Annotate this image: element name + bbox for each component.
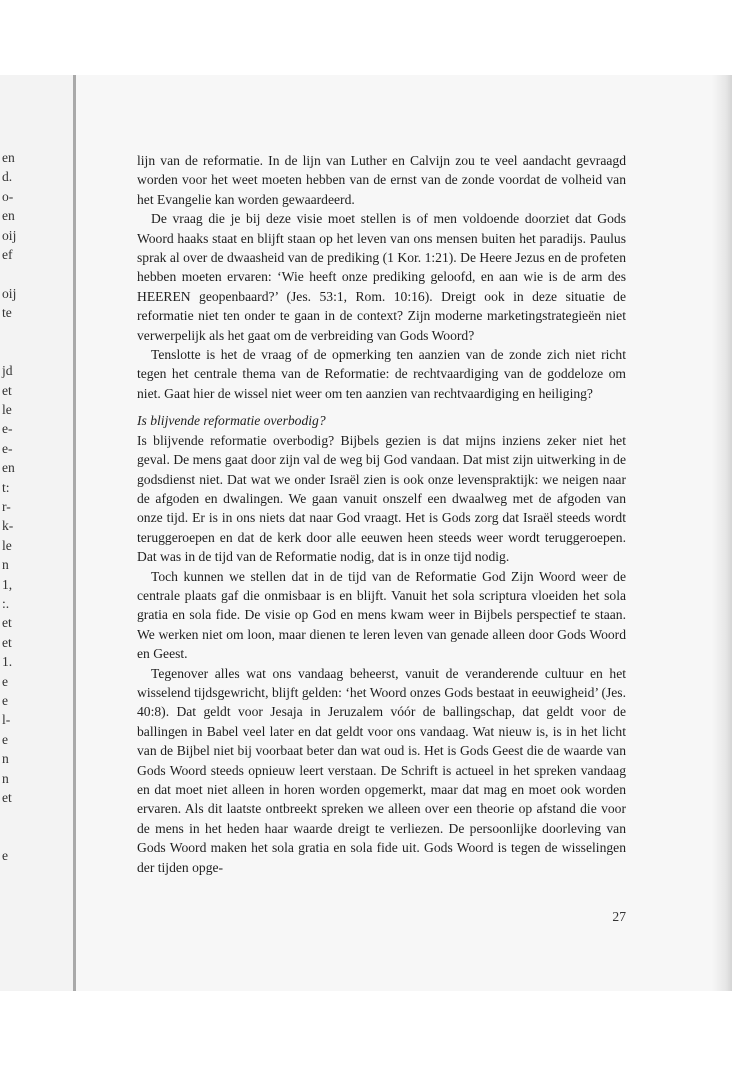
previous-page-fragment: e- [2, 421, 13, 437]
previous-page-fragment: :. [2, 595, 10, 611]
paragraph: lijn van de reformatie. In de lijn van Luther en Calvijn zou te veel aandacht gevraagd worden voor het weet moeten hebben van de ernst van de zonde voordat de volheid van het Evangelie kan worden gewaardeerd. [137, 153, 626, 207]
previous-page-fragment: n [2, 770, 9, 786]
previous-page-fragment [2, 342, 32, 361]
page-number: 27 [612, 909, 626, 924]
page-body [137, 151, 626, 877]
previous-page-fragment: oij [2, 285, 17, 301]
previous-page-fragment: jd [2, 363, 13, 379]
previous-page-fragment: et [2, 615, 12, 631]
previous-page-fragment: n [2, 557, 9, 573]
previous-page-fragment: le [2, 537, 12, 553]
paragraph: Tegenover alles wat ons vandaag beheerst, vanuit de veranderende cultuur en het wisselend tijdsgewricht, blijft gelden: ‘het Woord onzes Gods bestaat in eeuwigheid’ (Jes. 40:8). Dat geldt voor Jesaja in Jeruzalem vóór de ballingschap, dat geldt voor de ballingen in Babel veel later en dat geldt voor ons vandaag. Wat nieuw is, is in het licht van de Bijbel niet bij voorbaat beter dan wat oud is. Het is Gods Geest die de waarde van Gods Woord steeds opnieuw leert verstaan. De Schrift is actueel in het spreken vandaag en dat moet niet alleen in horen worden opgemerkt, maar dat mag en moet ook worden ervaren. Als dit laatste ontbreekt spreken we alleen over een theorie op afstand die voor de mens in het heden haar waarde dreigt te verliezen. De persoonlijke doorleving van Gods Woord maken het sola gratia en sola fide uit. Gods Woord is tegen de wisselingen der tijden opge- [137, 665, 626, 875]
previous-page-fragment: e [2, 848, 9, 864]
page-curl-shadow [712, 75, 732, 991]
previous-page-fragment: n [2, 751, 9, 767]
previous-page-fragment [2, 264, 32, 283]
previous-page-fragment: 1. [2, 654, 13, 670]
previous-page-fragment: l- [2, 712, 11, 728]
previous-page-fragment: en [2, 208, 15, 224]
previous-page-fragment: ef [2, 246, 13, 262]
paragraph: Toch kunnen we stellen dat in de tijd van de Reformatie God Zijn Woord weer de centrale plaats gaf die onmisbaar is en blijft. Vanuit het sola scriptura vloeiden het sola gratia en sola fide. De visie op God en mens kwam weer in Bijbels perspectief te staan. We werken niet om loon, maar dienen te leren leven van genade alleen door Gods Woord en Geest. [137, 568, 626, 662]
previous-page-fragment: t: [2, 479, 10, 495]
previous-page-fragment: e [2, 692, 9, 708]
previous-page-fragment: en [2, 460, 15, 476]
section-heading: Is blijvende reformatie overbodig? [137, 413, 326, 429]
previous-page-fragment: e [2, 673, 9, 689]
previous-page-fragment: e [2, 731, 9, 747]
previous-page-fragment: oij [2, 227, 17, 243]
paragraph: De vraag die je bij deze visie moet stellen is of men voldoende doorziet dat Gods Woord haaks staat en blijft staan op het leven van ons mensen buiten het paradijs. Paulus sprak al over de dwaasheid van de prediking (1 Kor. 1:21). De Heere Jezus en de profeten hebben moeten ervaren: ‘Wie heeft onze prediking geloofd, en aan wie is de arm des HEEREN geopenbaard?’ (Jes. 53:1, Rom. 10:16). Dreigt ook in deze situatie de reformatie niet ten onder te gaan in de context? Zijn moderne marketingstrategieën niet verwerpelijk als het gaat om de verbreiding van Gods Woord? [137, 211, 626, 343]
previous-page-fragment: le [2, 402, 12, 418]
previous-page-fragment [2, 323, 32, 342]
previous-page-text [2, 148, 32, 865]
previous-page-fragment: e- [2, 440, 13, 456]
previous-page-fragment: d. [2, 169, 13, 185]
previous-page-fragment: en [2, 150, 15, 165]
previous-page-fragment: te [2, 305, 12, 321]
previous-page-fragment: et [2, 634, 12, 650]
previous-page-fragment: o- [2, 188, 14, 204]
previous-page-fragment: et [2, 789, 12, 805]
previous-page-fragment [2, 827, 32, 846]
previous-page-fragment [2, 807, 32, 826]
previous-page-fragment: r- [2, 499, 11, 515]
paragraph: Tenslotte is het de vraag of de opmerking ten aanzien van de zonde zich niet richt tegen het centrale thema van de Reformatie: de rechtvaardiging van de goddeloze om niet. Gaat hier de wissel niet weer om ten aanzien van rechtvaardiging en heiliging? [137, 347, 626, 401]
previous-page-fragment: k- [2, 518, 14, 534]
paragraph: Is blijvende reformatie overbodig? Bijbels gezien is dat mijns inziens zeker niet het geval. De mens gaat door zijn val de weg bij God vandaan. Dat mist zijn uitwerking in de godsdienst niet. Dat wat we onder Israël zien is ook onze levenspraktijk: we neigen naar de afgoden en dwalingen. We gaan vanuit onszelf een dwaalweg met de afgoden van onze tijd. Er is in ons niets dat naar God vraagt. Het is Gods zorg dat Israël steeds wordt teruggeroepen en dat de kerk door alle eeuwen heen steeds weer wordt teruggeroepen. Dat was in de tijd van de Reformatie nodig, dat is in onze tijd nodig. [137, 432, 626, 565]
previous-page-fragment: 1, [2, 576, 13, 592]
previous-page-fragment: et [2, 382, 12, 398]
